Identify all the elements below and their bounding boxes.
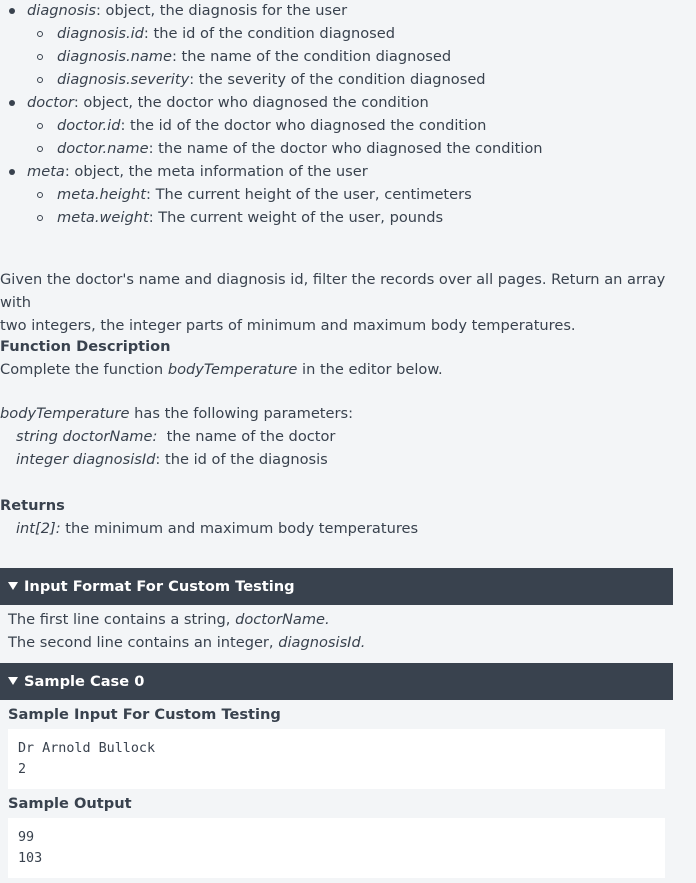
list-item	[27, 68, 690, 91]
task-description	[0, 268, 690, 337]
field-name: doctor.name	[57, 140, 149, 157]
parameters-intro	[0, 402, 690, 425]
input-format-toggle[interactable]	[0, 568, 673, 605]
field-desc: : the id of the condition diagnosed	[143, 25, 395, 42]
list-item	[27, 206, 690, 229]
field-desc: : object, the diagnosis for the user	[95, 2, 348, 19]
function-name: bodyTemperature	[167, 361, 298, 378]
parameter-item	[0, 425, 690, 448]
field-desc: : object, the meta information of the user	[64, 163, 368, 180]
task-line: two integers, the integer parts of minimum and maximum body temperatures.	[0, 317, 576, 334]
sub-field-list	[27, 114, 690, 160]
text: The second line contains an integer,	[8, 634, 279, 651]
list-item	[27, 114, 690, 137]
list-item	[27, 183, 690, 206]
parameter-name: string doctorName:	[16, 428, 158, 445]
function-description-text	[0, 358, 690, 381]
variable-name: doctorName.	[235, 611, 330, 628]
field-name: meta	[27, 163, 65, 180]
parameter-desc: : the id of the diagnosis	[155, 451, 328, 468]
field-desc: : the name of the condition diagnosed	[172, 48, 452, 65]
section-heading: Function Description	[0, 338, 171, 355]
text: in the editor below.	[297, 361, 443, 378]
task-line: Given the doctor's name and diagnosis id, filter the records over all pages. Return an array with	[0, 271, 666, 311]
triangle-down-icon	[8, 677, 18, 685]
field-desc: : the name of the doctor who diagnosed the condition	[148, 140, 543, 157]
input-format-line	[8, 608, 678, 631]
sample-output-box	[8, 818, 665, 878]
sample-output-heading: Sample Output	[8, 795, 132, 812]
list-item	[0, 0, 690, 91]
function-description	[0, 335, 690, 381]
sample-input-box	[8, 729, 665, 789]
returns	[0, 494, 690, 540]
list-item	[27, 137, 690, 160]
section-title: Input Format For Custom Testing	[24, 578, 295, 595]
field-list	[0, 0, 690, 229]
parameters	[0, 402, 690, 471]
parameter-desc: the name of the doctor	[157, 428, 336, 445]
code-line: Dr Arnold Bullock	[18, 741, 156, 756]
text: The first line contains a string,	[8, 611, 236, 628]
parameter-name: integer diagnosisId	[16, 451, 156, 468]
list-item	[0, 160, 690, 229]
field-name: diagnosis.name	[57, 48, 172, 65]
code-line: 2	[18, 762, 27, 777]
list-item	[27, 45, 690, 68]
field-name: diagnosis.id	[57, 25, 144, 42]
input-format-line	[8, 631, 678, 654]
field-desc: : the severity of the condition diagnosed	[189, 71, 486, 88]
section-heading: Returns	[0, 497, 65, 514]
text: has the following parameters:	[129, 405, 354, 422]
text: Complete the function	[0, 361, 168, 378]
field-name: diagnosis.severity	[57, 71, 190, 88]
function-name: bodyTemperature	[0, 405, 130, 422]
code-line: 103	[18, 851, 43, 866]
list-item	[0, 91, 690, 160]
code-line: 99	[18, 830, 35, 845]
variable-name: diagnosisId.	[278, 634, 366, 651]
field-name: doctor.id	[57, 117, 121, 134]
sub-field-list	[27, 22, 690, 91]
input-format-body	[8, 608, 678, 654]
field-desc: : the id of the doctor who diagnosed the condition	[120, 117, 487, 134]
field-name: meta.weight	[57, 209, 149, 226]
field-desc: : object, the doctor who diagnosed the condition	[73, 94, 429, 111]
sub-field-list	[27, 183, 690, 229]
sample-case-toggle[interactable]	[0, 663, 673, 700]
parameter-item	[0, 448, 690, 471]
returns-item	[0, 517, 690, 540]
triangle-down-icon	[8, 582, 18, 590]
field-name: diagnosis	[27, 2, 96, 19]
field-name: doctor	[27, 94, 74, 111]
section-title: Sample Case 0	[24, 673, 145, 690]
field-name: meta.height	[57, 186, 147, 203]
field-desc: : The current weight of the user, pounds	[148, 209, 444, 226]
return-desc: the minimum and maximum body temperatures	[60, 520, 419, 537]
list-item	[27, 22, 690, 45]
return-type: int[2]:	[16, 520, 61, 537]
sample-input-heading: Sample Input For Custom Testing	[8, 706, 281, 723]
field-desc: : The current height of the user, centimeters	[146, 186, 472, 203]
